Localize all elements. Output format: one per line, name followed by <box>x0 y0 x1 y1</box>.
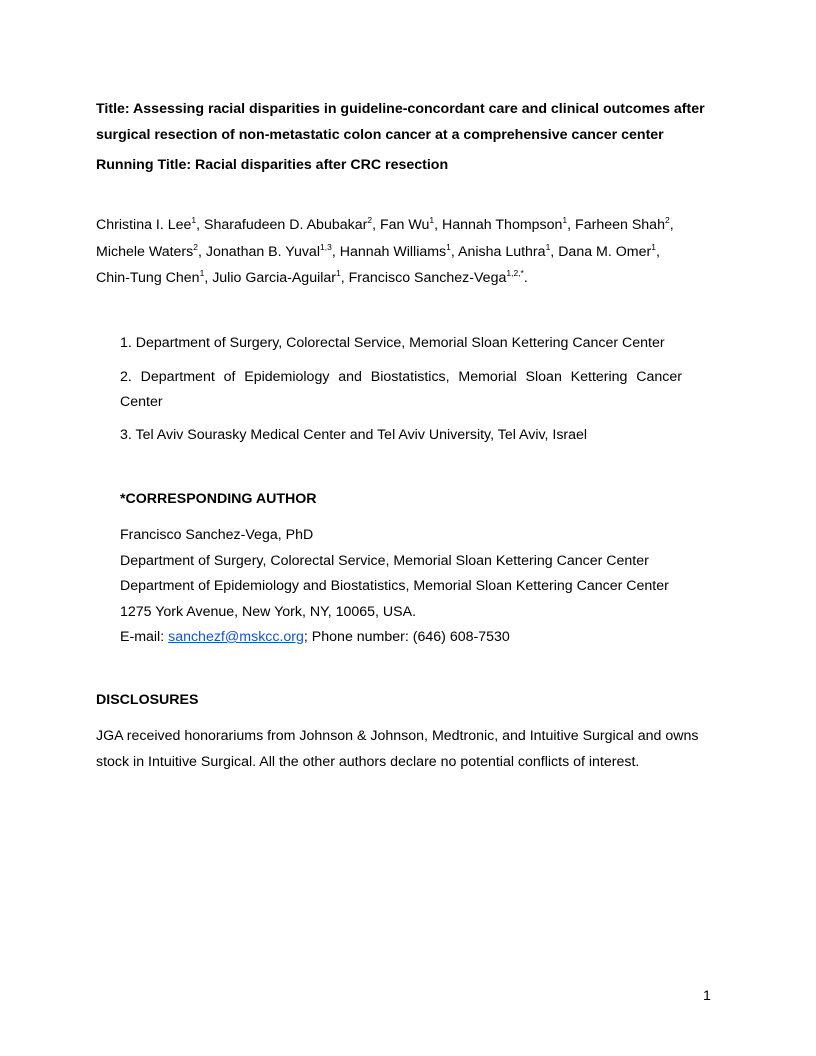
affiliation-3: 3. Tel Aviv Sourasky Medical Center and Tel Aviv University, Tel Aviv, Israel <box>120 427 588 443</box>
author-affiliation-marker: 1 <box>651 241 656 252</box>
author-name: Christina I. Lee <box>96 217 192 233</box>
paper-title <box>96 97 736 148</box>
author-line: Michele Waters$^2$, Jonathan B. Yuval$^{1,3}$, Hannah Williams$^1$, Anisha Luthra$^1$, Dana M. Omer$^1$, <box>96 241 660 260</box>
author-name: Anisha Luthra <box>458 243 546 260</box>
corresponding-author-address: 1275 York Avenue, New York, NY, 10065, USA. <box>120 603 417 620</box>
author-affiliation-marker: 2 <box>367 215 373 225</box>
author-affiliation-marker: 1 <box>562 215 568 225</box>
author-name: Jonathan B. Yuval <box>205 243 320 260</box>
email-link[interactable]: sanchezf@mskcc.org <box>168 629 304 645</box>
author-line: Christina I. Lee$^1$, Sharafudeen D. Abubakar$^2$, Fan Wu$^1$, Hannah Thompson$^1$, Farheen Shah$^2$, <box>96 215 674 233</box>
author-name: Hannah Thompson <box>442 217 563 233</box>
author-affiliation-marker: 1 <box>545 241 551 252</box>
author-affiliation-marker: 2 <box>664 215 670 225</box>
author-name: Farheen Shah <box>575 217 665 233</box>
author-name: Hannah Williams <box>339 243 447 260</box>
corresponding-author-dept: Department of Epidemiology and Biostatistics, Memorial Sloan Kettering Cancer Center <box>120 578 669 594</box>
author-name: Dana M. Omer <box>558 243 652 260</box>
paper-title-line: surgical resection of non-metastatic colon cancer at a comprehensive cancer center <box>96 126 664 143</box>
corresponding-author-name: Francisco Sanchez-Vega, PhD <box>120 527 314 543</box>
corresponding-author-heading: *CORRESPONDING AUTHOR <box>120 491 317 507</box>
corresponding-author-block <box>120 523 669 651</box>
author-affiliation-marker: 1 <box>336 268 341 278</box>
author-affiliation-marker: 1 <box>429 215 435 225</box>
corresponding-author-dept: Department of Surgery, Colorectal Service, Memorial Sloan Kettering Cancer Center <box>120 552 649 569</box>
author-list <box>96 212 674 292</box>
author-affiliation-marker: 1 <box>191 215 197 225</box>
affiliation-1: 1. Department of Surgery, Colorectal Service, Memorial Sloan Kettering Cancer Center <box>120 335 665 351</box>
author-affiliation-marker: 1 <box>199 268 205 278</box>
author-name: Fan Wu <box>379 217 430 233</box>
page-number: 1 <box>703 988 711 1004</box>
author-affiliation-marker: 1,3 <box>319 241 332 252</box>
author-name: Julio Garcia-Aguilar <box>212 270 336 286</box>
author-affiliation-marker: 2 <box>193 241 198 252</box>
author-affiliation-marker: 1 <box>446 241 451 252</box>
author-affiliation-marker: 1,2,* <box>506 268 524 278</box>
affiliation-2: 2. Department of Epidemiology and Biostatistics, Memorial Sloan Kettering Cancer Center <box>120 369 682 410</box>
author-name: Francisco Sanchez-Vega <box>348 270 507 286</box>
author-line: Chin-Tung Chen$^1$, Julio Garcia-Aguilar$^1$, Francisco Sanchez-Vega$^{1,2,*}$. <box>96 268 528 286</box>
author-name: Chin-Tung Chen <box>96 270 200 286</box>
running-title: Running Title: Racial disparities after CRC resection <box>96 157 449 173</box>
paper-title-line: Title: Assessing racial disparities in guideline-concordant care and clinical outcomes after <box>96 101 705 117</box>
email-label: E-mail: <box>120 629 169 645</box>
disclosures-text: JGA received honorariums from Johnson & Johnson, Medtronic, and Intuitive Surgical and owns stock in Intuitive Surgical. All the other authors declare no potential conflicts of interest. <box>96 728 699 770</box>
author-name: Michele Waters <box>96 243 194 260</box>
author-name: Sharafudeen D. Abubakar <box>204 217 368 233</box>
phone-number: ; Phone number: (646) 608-7530 <box>303 629 510 645</box>
corresponding-author-contact <box>120 625 669 651</box>
disclosures-heading: DISCLOSURES <box>96 692 199 708</box>
